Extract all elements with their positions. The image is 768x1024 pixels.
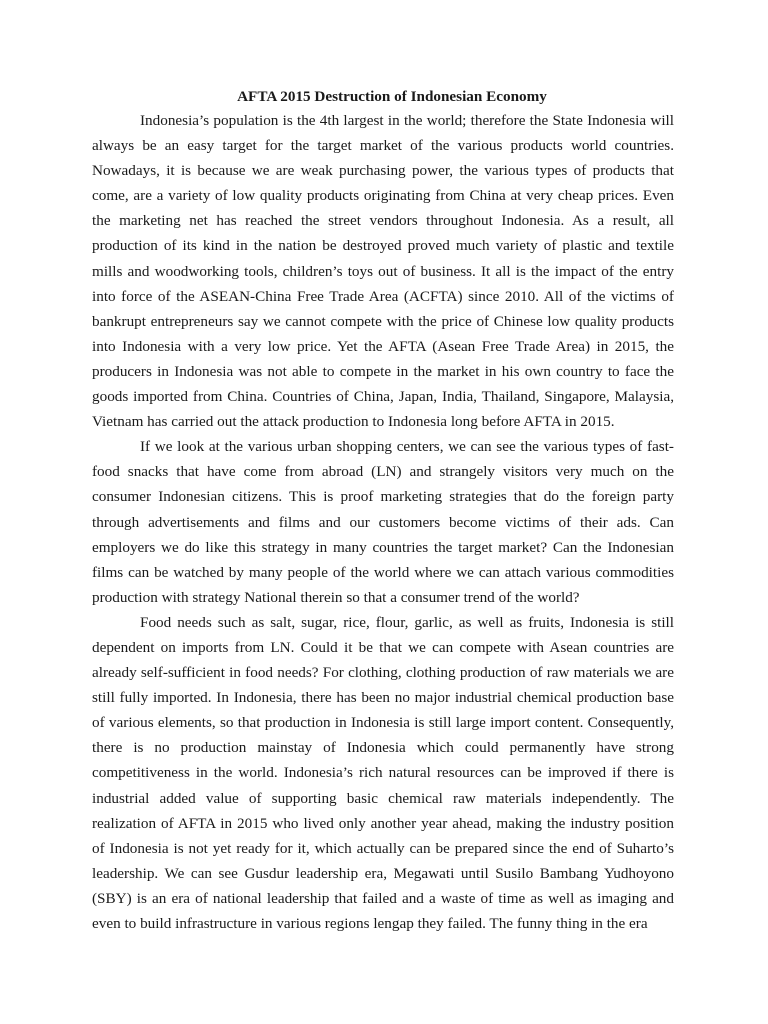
paragraph-2: If we look at the various urban shopping centers, we can see the various types of fast-food snacks that have come from abroad (LN) and strangely visitors very much on the consumer Indonesian citizens. This is proof marketing strategies that do the foreign party through advertisements and films and our customers become victims of their ads. Can employers we do like this strategy in many countries the target market? Can the Indonesian films can be watched by many people of the world where we can attach various commodities production with strategy National therein so that a consumer trend of the world?	[92, 438, 674, 606]
document-body	[92, 86, 674, 936]
document-title: AFTA 2015 Destruction of Indonesian Economy	[237, 88, 547, 105]
paragraph-1: Indonesia’s population is the 4th largest in the world; therefore the State Indonesia will always be an easy target for the target market of the various products world countries. Nowadays, it is because we are weak purchasing power, the various types of products that come, are a variety of low quality products originating from China at very cheap prices. Even the marketing net has reached the street vendors throughout Indonesia. As a result, all production of its kind in the nation be destroyed proved much variety of plastic and textile mills and woodworking tools, children’s toys out of business. It all is the impact of the entry into force of the ASEAN-China Free Trade Area (ACFTA) since 2010. All of the victims of bankrupt entrepreneurs say we cannot compete with the price of Chinese low quality products into Indonesia with a very low price. Yet the AFTA (Asean Free Trade Area) in 2015, the producers in Indonesia was not able to compete in the market in his own country to face the goods imported from China. Countries of China, Japan, India, Thailand, Singapore, Malaysia, Vietnam has carried out the attack production to Indonesia long before AFTA in 2015.	[92, 112, 674, 431]
paragraph-3: Food needs such as salt, sugar, rice, flour, garlic, as well as fruits, Indonesia is still dependent on imports from LN. Could it be that we can compete with Asean countries are already self-sufficient in food needs? For clothing, clothing production of raw materials we are still fully imported. In Indonesia, there has been no major industrial chemical production base of various elements, so that production in Indonesia is still large import content. Consequently, there is no production mainstay of Indonesia which could permanently have strong competitiveness in the world. Indonesia’s rich natural resources can be improved if there is industrial added value of supporting basic chemical raw materials independently. The realization of AFTA in 2015 who lived only another year ahead, making the industry position of Indonesia is not yet ready for it, which actually can be prepared since the end of Suharto’s leadership. We can see Gusdur leadership era, Megawati until Susilo Bambang Yudhoyono (SBY) is an era of national leadership that failed and a waste of time as well as imaging and even to build infrastructure in various regions lengap they failed. The funny thing in the era	[92, 613, 674, 932]
